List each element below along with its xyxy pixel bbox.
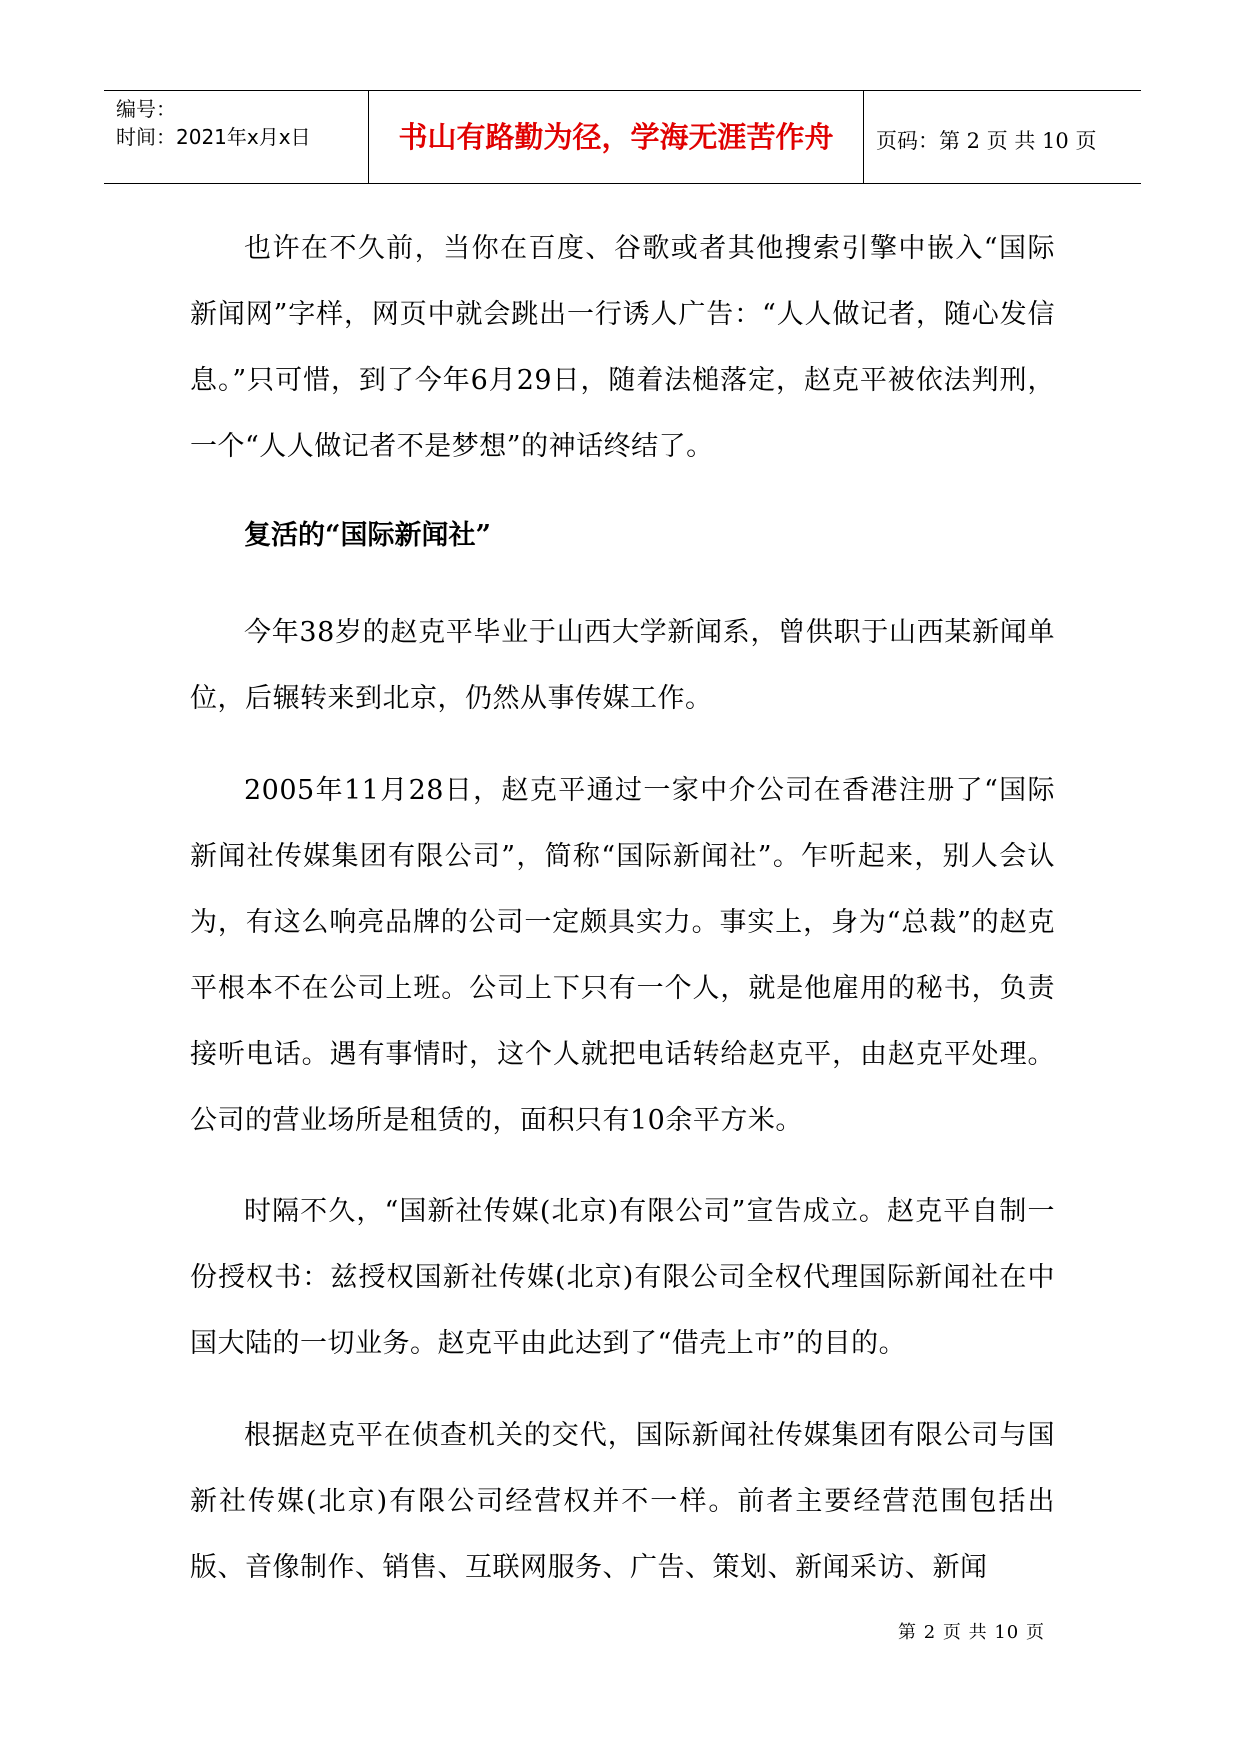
header-motto: 书山有路勤为径，学海无涯苦作舟 bbox=[398, 120, 834, 154]
paragraph-3: 2005年11月28日，赵克平通过一家中介公司在香港注册了“国际新闻社传媒集团有限公司”，简称“国际新闻社”。乍听起来，别人会认为，有这么响亮品牌的公司一定颇具实力。事实上，身为“总裁”的赵克平根本不在公司上班。公司上下只有一个人，就是他雇用的秘书，负责接听电话。遇有事情时，这个人就把电话转给赵克平，由赵克平处理。公司的营业场所是租赁的，面积只有10余平方米。 bbox=[190, 775, 1055, 1136]
header-left-cell bbox=[104, 91, 368, 183]
paragraph-1: 也许在不久前，当你在百度、谷歌或者其他搜索引擎中嵌入“国际新闻网”字样，网页中就会跳出一行诱人广告：“人人做记者，随心发信息。”只可惜，到了今年6月29日，随着法槌落定，赵克平被依法判刑，一个“人人做记者不是梦想”的神话终结了。 bbox=[190, 233, 1055, 462]
paragraph-2: 今年38岁的赵克平毕业于山西大学新闻系，曾供职于山西某新闻单位，后辗转来到北京，仍然从事传媒工作。 bbox=[190, 617, 1055, 714]
number-label: 编号： bbox=[116, 97, 176, 121]
header-motto-cell bbox=[368, 91, 864, 183]
time-label: 时间：2021年x月x日 bbox=[116, 125, 311, 149]
paragraph-4: 时隔不久，“国新社传媒(北京)有限公司”宣告成立。赵克平自制一份授权书：兹授权国新社传媒(北京)有限公司全权代理国际新闻社在中国大陆的一切业务。赵克平由此达到了“借壳上市”的目的。 bbox=[190, 1196, 1055, 1359]
paragraph-5: 根据赵克平在侦查机关的交代，国际新闻社传媒集团有限公司与国新社传媒(北京)有限公司经营权并不一样。前者主要经营范围包括出版、音像制作、销售、互联网服务、广告、策划、新闻采访、新闻 bbox=[190, 1420, 1055, 1583]
header-page-code: 页码：第 2 页 共 10 页 bbox=[876, 129, 1097, 153]
header-right-cell bbox=[862, 91, 1141, 183]
page-footer: 第 2 页 共 10 页 bbox=[898, 1622, 1045, 1643]
page-header bbox=[104, 90, 1141, 184]
section-heading: 复活的“国际新闻社” bbox=[244, 520, 492, 551]
